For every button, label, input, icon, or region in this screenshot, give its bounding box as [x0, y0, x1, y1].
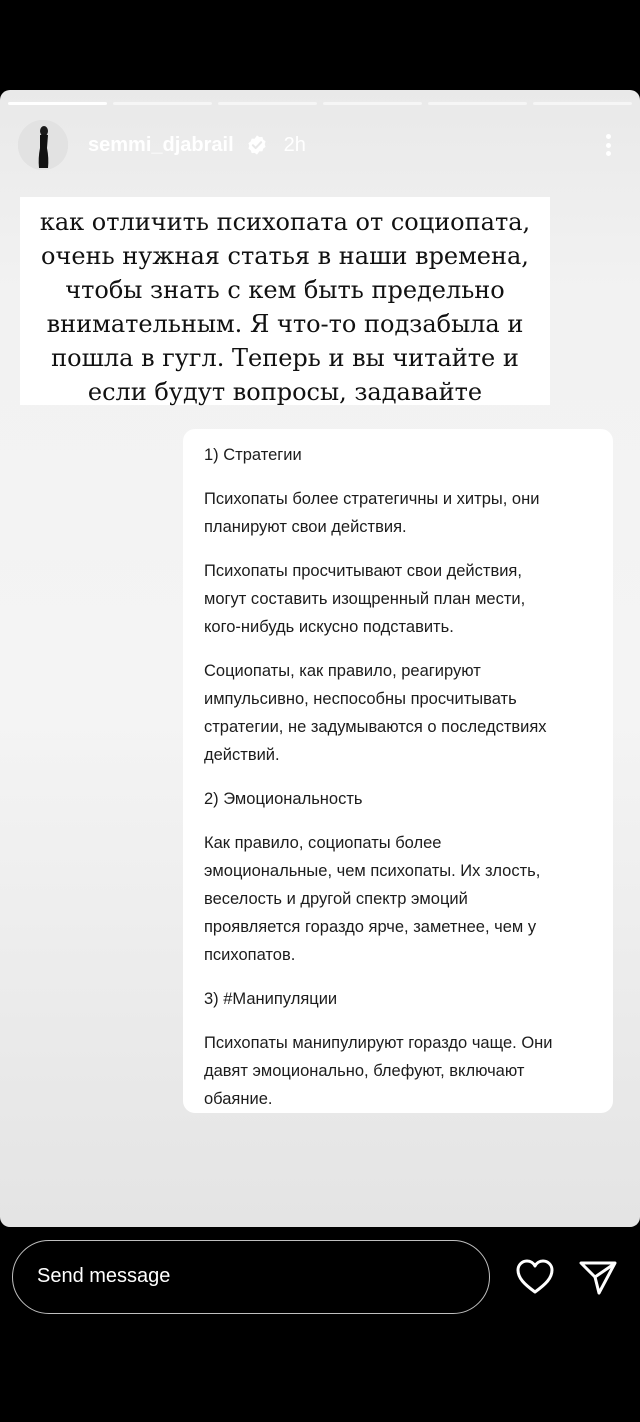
article-paragraph: [204, 1029, 597, 1113]
article-line: импульсивно, неспособны просчитывать: [204, 690, 517, 708]
progress-segment: [323, 102, 422, 105]
article-line: давят эмоционально, блефуют, включают: [204, 1062, 525, 1080]
avatar[interactable]: [18, 120, 68, 170]
article-paragraph: [204, 829, 597, 969]
article-paragraph: [204, 985, 597, 1013]
article-line: кого-нибудь искусно подставить.: [204, 618, 454, 636]
article-paragraph: [204, 485, 597, 541]
article-line: могут составить изощренный план мести,: [204, 590, 526, 608]
article-line: 1) Стратегии: [204, 446, 302, 464]
send-icon[interactable]: [578, 1257, 618, 1297]
article-line: проявляется гораздо ярче, заметнее, чем у: [204, 918, 537, 936]
avatar-image: [18, 120, 68, 170]
progress-segment: [428, 102, 527, 105]
menu-dot: [606, 134, 611, 139]
progress-segment: [113, 102, 212, 105]
article-paragraph: [204, 441, 597, 469]
menu-dot: [606, 151, 611, 156]
article-line: Психопаты манипулируют гораздо чаще. Они: [204, 1034, 553, 1052]
story-caption: [20, 197, 550, 405]
verified-badge-icon: [246, 134, 268, 156]
story-header: [18, 120, 618, 170]
article-line: Психопаты просчитывают свои действия,: [204, 562, 522, 580]
article-paragraph: [204, 557, 597, 641]
article-line: действий.: [204, 746, 280, 764]
story-footer: [0, 1227, 640, 1422]
caption-line: внимательным. Я что-то подзабыла и: [46, 310, 524, 338]
article-paragraph: [204, 657, 597, 769]
username[interactable]: semmi_djabrail: [88, 133, 234, 156]
article-paragraph: [204, 785, 597, 813]
article-line: веселость и другой спектр эмоций: [204, 890, 468, 908]
article-line: эмоциональные, чем психопаты. Их злость,: [204, 862, 541, 880]
caption-line: как отличить психопата от социопата,: [39, 208, 531, 236]
article-line: 2) Эмоциональность: [204, 790, 363, 808]
progress-segment: [218, 102, 317, 105]
article-screenshot-card: [183, 429, 613, 1113]
article-line: планируют свои действия.: [204, 518, 407, 536]
progress-segment: [533, 102, 632, 105]
article-line: Социопаты, как правило, реагируют: [204, 662, 481, 680]
caption-line: чтобы знать с кем быть предельно: [65, 276, 505, 304]
story-frame[interactable]: [0, 90, 640, 1227]
caption-line: если будут вопросы, задавайте: [87, 378, 483, 406]
article-line: психопатов.: [204, 946, 296, 964]
heart-icon[interactable]: [514, 1257, 556, 1297]
progress-segment: [8, 102, 107, 105]
article-line: 3) #Манипуляции: [204, 990, 338, 1008]
more-vertical-icon[interactable]: [598, 130, 618, 160]
article-line: обаяние.: [204, 1090, 273, 1108]
menu-dot: [606, 143, 611, 148]
caption-line: очень нужная статья в наши времена,: [41, 242, 529, 270]
caption-line: пошла в гугл. Теперь и вы читайте и: [51, 344, 519, 372]
story-progress-bar: [8, 102, 632, 105]
article-line: Как правило, социопаты более: [204, 834, 442, 852]
article-line: Психопаты более стратегичны и хитры, они: [204, 490, 540, 508]
send-message-input[interactable]: Send message: [12, 1240, 490, 1314]
post-time: 2h: [283, 133, 306, 156]
article-line: стратегии, не задумываются о последствиях: [204, 718, 547, 736]
